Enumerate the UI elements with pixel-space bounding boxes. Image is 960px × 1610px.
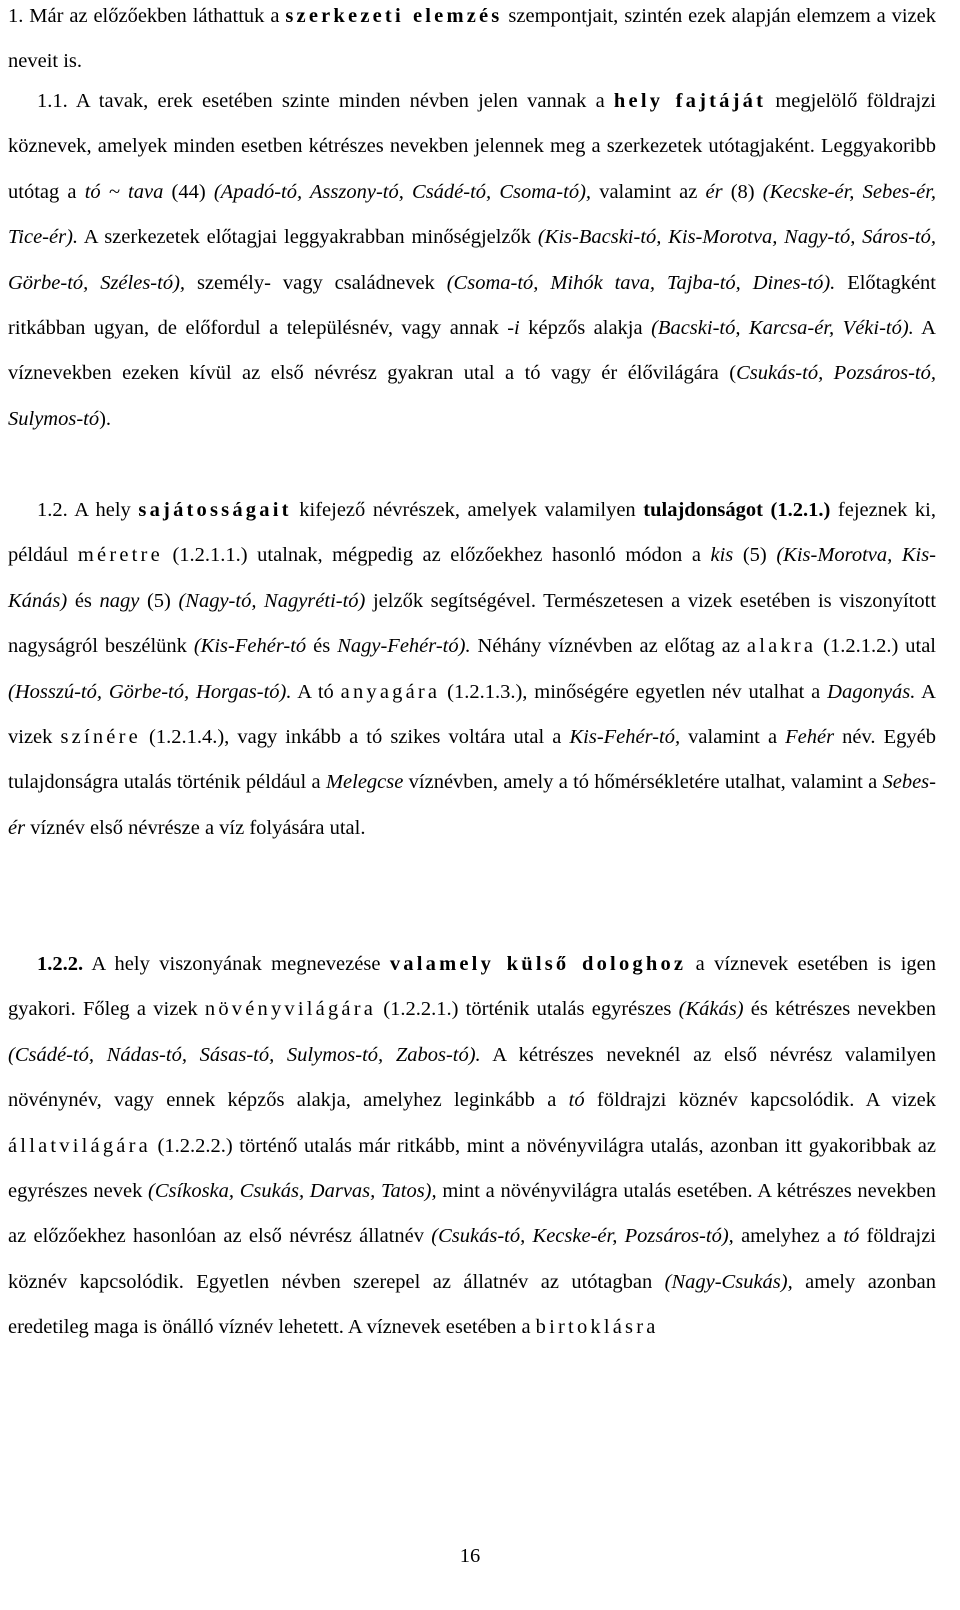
text-run: ). (99, 407, 112, 430)
italic-text: (Kis-Morotva, Kis-Kánás) (8, 544, 936, 612)
italic-text: Melegcse (325, 771, 404, 794)
text-run: jelzők segítségével. Természetesen a vizek esetében is viszonyított nagyságról beszélünk (8, 589, 937, 658)
text-run: valamint az (591, 180, 706, 203)
italic-text: -i (507, 317, 520, 340)
italic-text: (Csíkoska, Csukás, Darvas, Tatos), (148, 1180, 437, 1203)
spaced-text: növényvilágára (204, 998, 377, 1021)
italic-text: tó ~ tava (84, 180, 164, 203)
text-run: a víznevek esetében is igen gyakori. Főleg a vizek (8, 953, 936, 1021)
italic-text: Kis-Fehér-tó, (569, 726, 681, 749)
text-run: (5) (733, 544, 777, 567)
bold-text: tulajdonságot (1.2.1.) (643, 499, 831, 521)
italic-text: (Nagy-tó, Nagyréti-tó) (178, 589, 366, 612)
spaced-text: méretre (77, 544, 163, 567)
text-run: képzős alakja (519, 317, 652, 340)
page-number: 16 (459, 1545, 481, 1567)
text-run: valamint a (680, 726, 786, 749)
text-run: és (67, 589, 100, 612)
text-run: (1.2.2.2.) történő utalás már ritkább, mint a növényvilágra utalás, azonban itt gyakoribbak az egyrészes nevek (8, 1134, 936, 1203)
italic-text: (Apadó-tó, Asszony-tó, Csádé-tó, Csoma-tó), (213, 180, 592, 203)
italic-text: Sebes-ér (8, 771, 936, 839)
text-run: Néhány víznévben az előtag az (470, 635, 747, 658)
text-run: A víznevekben ezeken kívül az első névrész gyakran utal a tó vagy ér élővilágára ( (8, 317, 936, 385)
text-run: A tó (291, 680, 341, 703)
italic-text: (Kis-Fehér-tó (193, 635, 307, 658)
italic-text: ér (705, 180, 723, 203)
text-run: 1.1. A tavak, erek esetében szinte minden névben jelen vannak a (37, 90, 614, 112)
italic-text: (Kecske-ér, Sebes-ér, Tice-ér). (8, 180, 937, 249)
text-run: A kétrészes neveknél az első névrész valamilyen növénynév, vagy ennek képzős alakja, amelyhez leginkább a (8, 1043, 937, 1112)
italic-text: (Nagy-Csukás), (664, 1270, 793, 1293)
text-run: 1.2. A hely (37, 499, 139, 521)
italic-text: tó (568, 1089, 585, 1112)
text-run: név. Egyéb tulajdonságra utalás történik például a (8, 726, 936, 794)
text-run: (1.2.1.1.) utalnak, mégpedig az előzőekhez hasonló módon a (162, 544, 711, 567)
text-run: amelyhez a (733, 1225, 844, 1248)
paragraph-1-1 (8, 79, 936, 442)
text-run: A szerkezetek előtagjai leggyakrabban minőségjelzők (78, 226, 538, 249)
text-run: A vizek (8, 680, 936, 749)
text-run: (1.2.2.1.) történik utalás egyrészes (376, 998, 679, 1021)
text-run: és (306, 635, 338, 658)
spaced-bold-text: szerkezeti elemzés (285, 5, 503, 27)
italic-text: Fehér (785, 726, 835, 749)
text-run: személy- vagy családnevek (185, 271, 447, 294)
text-run: 1. Már az előzőekben láthattuk a (8, 5, 286, 27)
text-run: mint a növényvilágra utalás esetében. A kétrészes nevekben az előzőekhez hasonlóan az első névrész állatnév (8, 1180, 936, 1248)
italic-text: (Kis-Bacski-tó, Kis-Morotva, Nagy-tó, Sáros-tó, Görbe-tó, Széles-tó), (8, 226, 936, 294)
italic-text: (Kákás) (678, 998, 744, 1021)
italic-text: Csukás-tó, Pozsáros-tó, Sulymos-tó (8, 362, 936, 430)
italic-text: kis (710, 544, 734, 567)
paragraph-1-2-2 (8, 942, 936, 1351)
text-run: (5) (139, 589, 179, 612)
text-run: A hely viszonyának megnevezése (83, 953, 390, 975)
text-run: víznév első névrésze a víz folyására utal. (25, 816, 366, 839)
text-run: (1.2.1.2.) utal (816, 635, 937, 658)
text-run: földrajzi köznév kapcsolódik. Egyetlen névben szerepel az állatnév az utótagban (8, 1225, 936, 1293)
spaced-bold-text: valamely külső dologhoz (389, 953, 687, 975)
spaced-text: színére (60, 726, 141, 749)
text-run: földrajzi köznév kapcsolódik. A vizek (584, 1089, 936, 1112)
spaced-text: birtoklásra (535, 1316, 659, 1339)
text-run: (8) (722, 180, 763, 203)
paragraph-intro (8, 0, 936, 85)
text-run: amely azonban eredetileg maga is önálló víznév lehetett. A víznevek esetében a (8, 1270, 936, 1339)
paragraph-1-2 (8, 488, 936, 851)
spaced-bold-text: sajátosságait (138, 499, 292, 521)
spaced-text: anyagára (340, 680, 441, 703)
italic-text: (Csádé-tó, Nádas-tó, Sásas-tó, Sulymos-tó, Zabos-tó). (8, 1043, 481, 1066)
italic-text: Nagy-Fehér-tó). (337, 635, 471, 658)
bold-text: 1.2.2. (37, 953, 84, 975)
italic-text: (Hosszú-tó, Görbe-tó, Horgas-tó). (8, 680, 292, 703)
italic-text: Dagonyás. (827, 680, 916, 703)
text-run: Előtagként ritkábban ugyan, de előfordul a településnév, vagy annak (8, 271, 937, 340)
text-run: kifejező névrészek, amelyek valamilyen (291, 499, 644, 521)
italic-text: nagy (99, 589, 140, 612)
italic-text: tó (843, 1225, 860, 1248)
text-run: szempontjait, szintén ezek alapján elemzem a vizek neveit is. (8, 5, 936, 73)
text-run: fejeznek ki, például (8, 499, 937, 567)
text-run: (1.2.1.4.), vagy inkább a tó szikes voltára utal a (140, 726, 570, 749)
text-run: víznévben, amely a tó hőmérsékletére utalhat, valamint a (403, 771, 883, 794)
italic-text: (Bacski-tó, Karcsa-ér, Véki-tó). (651, 317, 914, 340)
text-run: megjelölő földrajzi köznevek, amelyek minden esetben kétrészes nevekben jelennek meg a szerkezetek utótagjaként. Leggyakoribb utótag a (8, 90, 936, 203)
italic-text: (Csoma-tó, Mihók tava, Tajba-tó, Dines-tó). (446, 271, 836, 294)
spaced-text: alakra (746, 635, 817, 658)
spaced-text: állatvilágára (8, 1134, 151, 1157)
spaced-bold-text: hely fajtáját (613, 90, 767, 112)
text-run: és kétrészes nevekben (743, 998, 936, 1021)
text-run: (44) (163, 180, 214, 203)
text-run: (1.2.1.3.), minőségére egyetlen név utalhat a (440, 680, 828, 703)
italic-text: (Csukás-tó, Kecske-ér, Pozsáros-tó), (431, 1225, 734, 1248)
